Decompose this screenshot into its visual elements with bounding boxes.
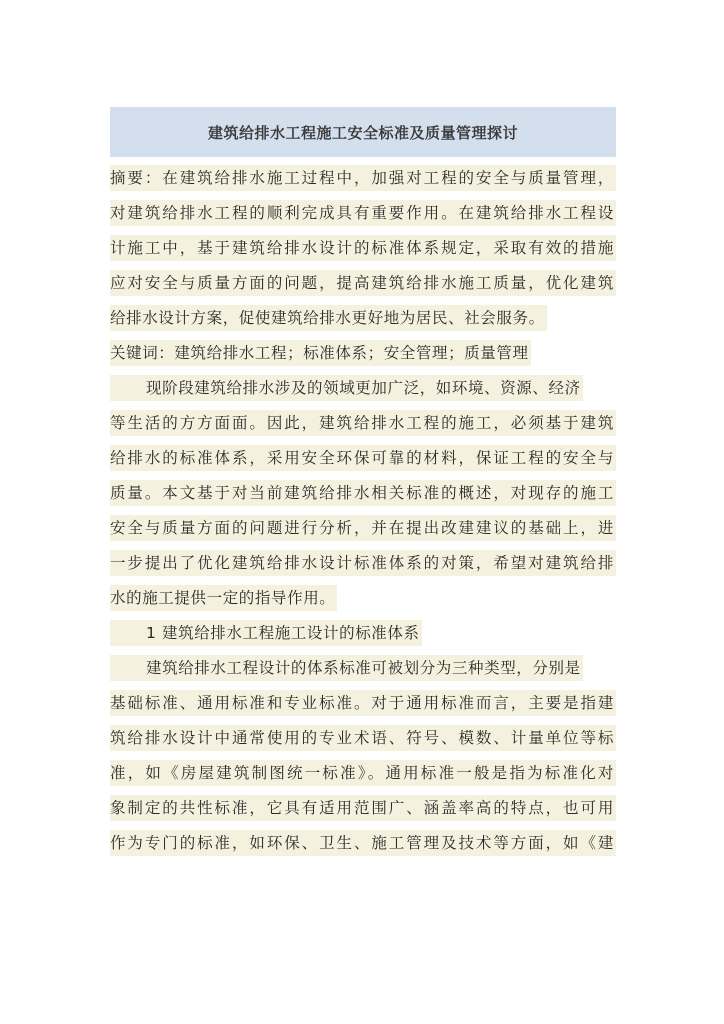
abstract-line: 对建筑给排水工程的顺利完成具有重要作用。在建筑给排水工程设 <box>110 200 616 226</box>
keywords: 关键词：建筑给排水工程；标准体系；安全管理；质量管理 <box>110 340 616 366</box>
paragraph-line: 水的施工提供一定的指导作用。 <box>110 585 616 611</box>
section-paragraph <box>110 655 616 856</box>
paragraph-line: 给排水的标准体系，采用安全环保可靠的材料，保证工程的安全与 <box>110 445 616 471</box>
paragraph-line: 现阶段建筑给排水涉及的领域更加广泛，如环境、资源、经济 <box>110 375 616 401</box>
paragraph-line: 质量。本文基于对当前建筑给排水相关标准的概述，对现存的施工 <box>110 480 616 506</box>
paragraph-line: 基础标准、通用标准和专业标准。对于通用标准而言，主要是指建 <box>110 690 616 716</box>
paragraph-line: 准，如《房屋建筑制图统一标准》。通用标准一般是指为标准化对 <box>110 760 616 786</box>
paragraph-line: 安全与质量方面的问题进行分析，并在提出改建建议的基础上，进 <box>110 515 616 541</box>
section-heading: 1 建筑给排水工程施工设计的标准体系 <box>110 620 616 646</box>
paragraph-line: 象制定的共性标准，它具有适用范围广、涵盖率高的特点，也可用 <box>110 795 616 821</box>
abstract-line: 计施工中，基于建筑给排水设计的标准体系规定，采取有效的措施 <box>110 235 616 261</box>
intro-paragraph <box>110 375 616 611</box>
abstract-line: 应对安全与质量方面的问题，提高建筑给排水施工质量，优化建筑 <box>110 270 616 296</box>
paragraph-line: 一步提出了优化建筑给排水设计标准体系的对策，希望对建筑给排 <box>110 550 616 576</box>
abstract-line: 给排水设计方案，促使建筑给排水更好地为居民、社会服务。 <box>110 305 616 331</box>
document-title <box>110 107 616 157</box>
paragraph-line: 建筑给排水工程设计的体系标准可被划分为三种类型，分别是 <box>110 655 616 681</box>
paragraph-line: 作为专门的标准，如环保、卫生、施工管理及技术等方面，如《建 <box>110 830 616 856</box>
paragraph-line: 筑给排水设计中通常使用的专业术语、符号、模数、计量单位等标 <box>110 725 616 751</box>
paragraph-line: 等生活的方方面面。因此，建筑给排水工程的施工，必须基于建筑 <box>110 410 616 436</box>
document-page <box>110 107 616 865</box>
abstract-line: 摘要：在建筑给排水施工过程中，加强对工程的安全与质量管理， <box>110 165 616 191</box>
abstract <box>110 165 616 331</box>
document-title-text: 建筑给排水工程施工安全标准及质量管理探讨 <box>207 123 518 142</box>
